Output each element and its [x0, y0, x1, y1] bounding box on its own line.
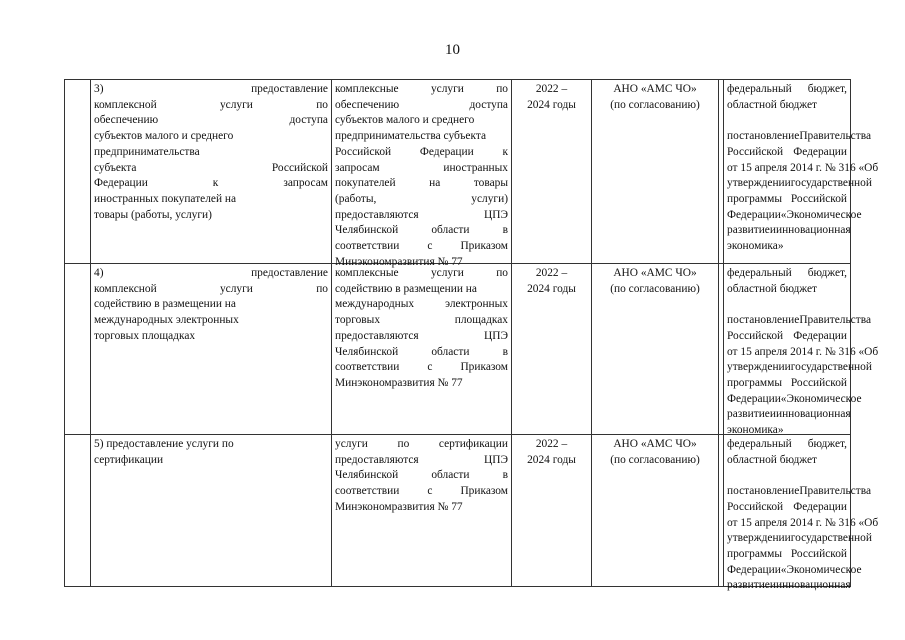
word: услуги: [430, 267, 464, 279]
word: области: [431, 469, 470, 482]
word: иностранных: [443, 161, 508, 174]
text-line: [335, 329, 508, 345]
word: в: [502, 224, 508, 237]
word: развитие: [727, 224, 770, 237]
text-line: [335, 161, 508, 177]
word: утверждении: [727, 361, 791, 374]
text-line: 2024 годы: [527, 282, 576, 295]
text-line: [335, 98, 508, 114]
text-line: [335, 266, 508, 282]
measure-name-cell: [91, 435, 332, 586]
row-number-cell: [65, 264, 91, 434]
text-line: [94, 161, 328, 177]
funding-cell: [724, 264, 879, 437]
basis-line: [727, 176, 872, 192]
word: по: [496, 83, 508, 95]
word: Минэкономразвития № 77: [335, 500, 463, 513]
word: комплексной: [94, 282, 157, 295]
word: федеральный: [727, 438, 792, 450]
word: бюджет,: [807, 267, 847, 279]
text-line: [94, 129, 328, 145]
basis-line: [727, 407, 851, 423]
word: услуги): [471, 192, 508, 205]
paragraph-gap: [727, 113, 847, 129]
word: доступа: [469, 98, 508, 111]
basis-line: [727, 145, 847, 161]
word: предоставляются: [335, 208, 419, 221]
basis-line: [727, 531, 872, 547]
funding-line: [727, 266, 847, 282]
basis-line: [727, 161, 879, 177]
funding-cell: [724, 80, 879, 263]
executor-cell: [592, 80, 719, 263]
word: электронных: [445, 298, 508, 311]
text-line: [94, 192, 328, 208]
funding-line: [727, 98, 847, 114]
word: услуги: [219, 282, 253, 295]
word: иностранных покупателей на: [94, 192, 237, 205]
word: с: [427, 361, 433, 374]
word: развитие: [727, 408, 770, 421]
basis-line: [727, 313, 871, 329]
basis-line: [727, 345, 879, 361]
word: от 15 апреля 2014 г. № 316 «Об: [727, 161, 879, 174]
text-line: [335, 145, 508, 161]
word: услуги: [335, 438, 368, 450]
executor-cell: [592, 435, 719, 586]
word: Федерации: [419, 145, 474, 158]
word: запросам: [283, 177, 328, 190]
measure-description-cell: [332, 264, 512, 434]
word: Федерации: [793, 145, 847, 158]
word: предоставляются: [335, 329, 419, 342]
word: Федерации: [727, 392, 781, 405]
text-line: [335, 82, 508, 98]
text-line: [94, 208, 328, 224]
text-line: АНО «АМС ЧО»: [613, 267, 697, 279]
table-row: [65, 264, 879, 437]
word: соответствии: [335, 361, 400, 374]
paragraph-gap: [727, 468, 847, 484]
text-line: [335, 282, 508, 298]
basis-line: [727, 208, 862, 224]
word: инновационная: [775, 579, 851, 592]
text-line: [94, 313, 328, 329]
table-row: [65, 80, 879, 268]
word: Минэкономразвития № 77: [335, 376, 463, 389]
word: экономика»: [727, 240, 784, 253]
basis-line: [727, 484, 871, 500]
word: экономика»: [727, 424, 784, 437]
basis-line: [727, 547, 847, 563]
word: области: [431, 345, 470, 358]
word: утверждении: [727, 177, 791, 190]
word: областной бюджет: [727, 282, 817, 295]
text-line: 2022 –: [535, 438, 568, 450]
word: Правительства: [799, 130, 871, 143]
word: комплексные: [335, 267, 399, 279]
text-line: [335, 208, 508, 224]
word: областной бюджет: [727, 98, 817, 111]
text-line: [335, 360, 508, 376]
funding-line: [727, 437, 847, 453]
text-line: [94, 266, 328, 282]
word: Федерации: [94, 177, 148, 190]
word: Минэкономразвития № 77: [335, 255, 463, 268]
basis-line: [727, 360, 872, 376]
word: Российской: [727, 145, 784, 158]
word: «Экономическое: [780, 563, 862, 576]
text-line: [335, 453, 508, 469]
word: и: [769, 224, 776, 237]
word: бюджет,: [807, 438, 847, 450]
word: программы: [727, 547, 782, 560]
measure-description-cell: [332, 80, 512, 268]
word: области: [431, 224, 470, 237]
row-number-cell: [65, 435, 91, 586]
text-line: [94, 82, 328, 98]
text-line: [94, 145, 328, 161]
text-line: 2024 годы: [527, 453, 576, 466]
basis-line: [727, 192, 847, 208]
word: Правительства: [799, 485, 871, 498]
text-line: [335, 500, 508, 516]
word: услуги: [219, 98, 253, 111]
text-line: [94, 329, 328, 345]
text-line: (по согласованию): [610, 98, 700, 111]
word: в: [502, 469, 508, 482]
word: инновационная: [775, 408, 851, 421]
word: Челябинской: [335, 345, 399, 358]
word: площадках: [454, 314, 508, 327]
word: развитие: [727, 579, 770, 592]
basis-line: [727, 329, 847, 345]
word: Приказом: [460, 361, 508, 374]
word: обеспечению: [94, 114, 159, 127]
text-line: АНО «АМС ЧО»: [613, 438, 697, 450]
measures-table: [64, 79, 879, 592]
word: торговых: [335, 314, 381, 327]
measure-description-cell: [332, 435, 512, 586]
basis-line: [727, 516, 879, 532]
word: 5) предоставление услуги по: [94, 438, 234, 450]
word: по: [316, 282, 328, 295]
word: от 15 апреля 2014 г. № 316 «Об: [727, 516, 879, 529]
text-line: [335, 223, 508, 239]
word: утверждении: [727, 532, 791, 545]
word: услуги: [430, 83, 464, 95]
word: «Экономическое: [780, 392, 862, 405]
word: Российской: [335, 145, 392, 158]
word: Федерации: [727, 208, 781, 221]
word: по: [316, 98, 328, 111]
text-line: [335, 297, 508, 313]
funding-line: [727, 453, 847, 469]
word: Российской: [790, 547, 847, 560]
text-line: [335, 129, 508, 145]
word: предпринимательства субъекта: [335, 130, 487, 143]
word: и: [769, 579, 776, 592]
word: постановление: [727, 485, 800, 498]
word: предоставляются: [335, 453, 419, 466]
text-line: [335, 239, 508, 255]
basis-line: [727, 239, 847, 255]
word: в: [502, 345, 508, 358]
basis-line: [727, 563, 862, 579]
text-line: [335, 113, 508, 129]
text-line: [335, 176, 508, 192]
word: соответствии: [335, 485, 400, 498]
word: областной бюджет: [727, 453, 817, 466]
word: Российской: [790, 192, 847, 205]
text-line: [335, 192, 508, 208]
funding-cell: [724, 435, 879, 592]
word: Челябинской: [335, 469, 399, 482]
text-line: [94, 297, 328, 313]
word: Федерации: [793, 329, 847, 342]
word: ЦПЭ: [484, 329, 508, 342]
basis-line: [727, 376, 847, 392]
text-line: (по согласованию): [610, 282, 700, 295]
basis-line: [727, 392, 862, 408]
text-line: [94, 437, 328, 453]
word: программы: [727, 192, 782, 205]
text-line: [94, 176, 328, 192]
measure-name-cell: [91, 80, 332, 263]
word: содействию в размещении на: [335, 282, 477, 295]
word: программы: [727, 376, 782, 389]
measure-name-cell: [91, 264, 332, 434]
basis-line: [727, 129, 871, 145]
word: с: [427, 485, 433, 498]
text-line: [335, 345, 508, 361]
text-line: 2022 –: [535, 83, 568, 95]
word: комплексные: [335, 83, 399, 95]
word: ЦПЭ: [484, 453, 508, 466]
word: к: [502, 145, 508, 158]
text-line: (по согласованию): [610, 453, 700, 466]
text-line: [335, 313, 508, 329]
word: Приказом: [460, 485, 508, 498]
word: постановление: [727, 130, 800, 143]
word: Правительства: [799, 314, 871, 327]
word: 3): [94, 83, 104, 95]
word: запросам: [335, 161, 380, 174]
word: торговых площадках: [94, 329, 196, 342]
text-line: [335, 484, 508, 500]
period-cell: [512, 435, 592, 586]
basis-line: [727, 223, 851, 239]
word: инновационная: [775, 224, 851, 237]
word: 4): [94, 267, 104, 279]
word: Российской: [727, 500, 784, 513]
word: комплексной: [94, 98, 157, 111]
row-number-cell: [65, 80, 91, 263]
word: Челябинской: [335, 224, 399, 237]
basis-line: [727, 500, 847, 516]
word: Федерации: [727, 563, 781, 576]
word: обеспечению: [335, 98, 400, 111]
word: постановление: [727, 314, 800, 327]
word: бюджет,: [807, 83, 847, 95]
word: и: [769, 408, 776, 421]
word: предоставление: [251, 267, 328, 279]
word: Российской: [271, 161, 328, 174]
word: с: [427, 240, 433, 253]
word: к: [212, 177, 219, 190]
word: от 15 апреля 2014 г. № 316 «Об: [727, 345, 879, 358]
word: государственной: [790, 177, 872, 190]
word: предпринимательства: [94, 145, 200, 158]
word: по: [397, 438, 410, 450]
word: покупателей: [335, 177, 396, 190]
word: предоставление: [251, 83, 328, 95]
word: на: [429, 177, 441, 190]
word: «Экономическое: [780, 208, 862, 221]
word: Федерации: [793, 500, 847, 513]
word: Приказом: [460, 240, 508, 253]
text-line: [94, 113, 328, 129]
word: содействию в размещении на: [94, 298, 236, 311]
word: по: [496, 267, 508, 279]
word: государственной: [790, 532, 872, 545]
word: международных электронных: [94, 314, 239, 327]
text-line: [94, 282, 328, 298]
basis-line: [727, 578, 851, 594]
word: (работы,: [335, 192, 377, 205]
word: сертификации: [94, 453, 164, 466]
word: Российской: [790, 376, 847, 389]
word: субъектов малого и среднего: [94, 130, 234, 143]
word: международных: [335, 298, 415, 311]
word: федеральный: [727, 267, 792, 279]
funding-line: [727, 82, 847, 98]
word: субъектов малого и среднего: [335, 114, 475, 127]
word: ЦПЭ: [484, 208, 508, 221]
word: товары: [473, 177, 508, 190]
word: сертификации: [438, 438, 508, 450]
word: товары (работы, услуги): [94, 208, 212, 221]
period-cell: [512, 264, 592, 434]
word: федеральный: [727, 83, 792, 95]
paragraph-gap: [727, 297, 847, 313]
text-line: [335, 376, 508, 392]
text-line: [335, 437, 508, 453]
executor-cell: [592, 264, 719, 434]
text-line: [335, 468, 508, 484]
funding-line: [727, 282, 847, 298]
word: Российской: [727, 329, 784, 342]
period-cell: [512, 80, 592, 263]
table-row: [65, 435, 879, 592]
text-line: [94, 98, 328, 114]
word: субъекта: [94, 161, 137, 174]
word: государственной: [790, 361, 872, 374]
text-line: 2024 годы: [527, 98, 576, 111]
word: соответствии: [335, 240, 400, 253]
page-number: 10: [445, 42, 460, 58]
text-line: 2022 –: [535, 267, 568, 279]
text-line: [94, 453, 328, 469]
text-line: АНО «АМС ЧО»: [613, 83, 697, 95]
word: доступа: [289, 114, 328, 127]
